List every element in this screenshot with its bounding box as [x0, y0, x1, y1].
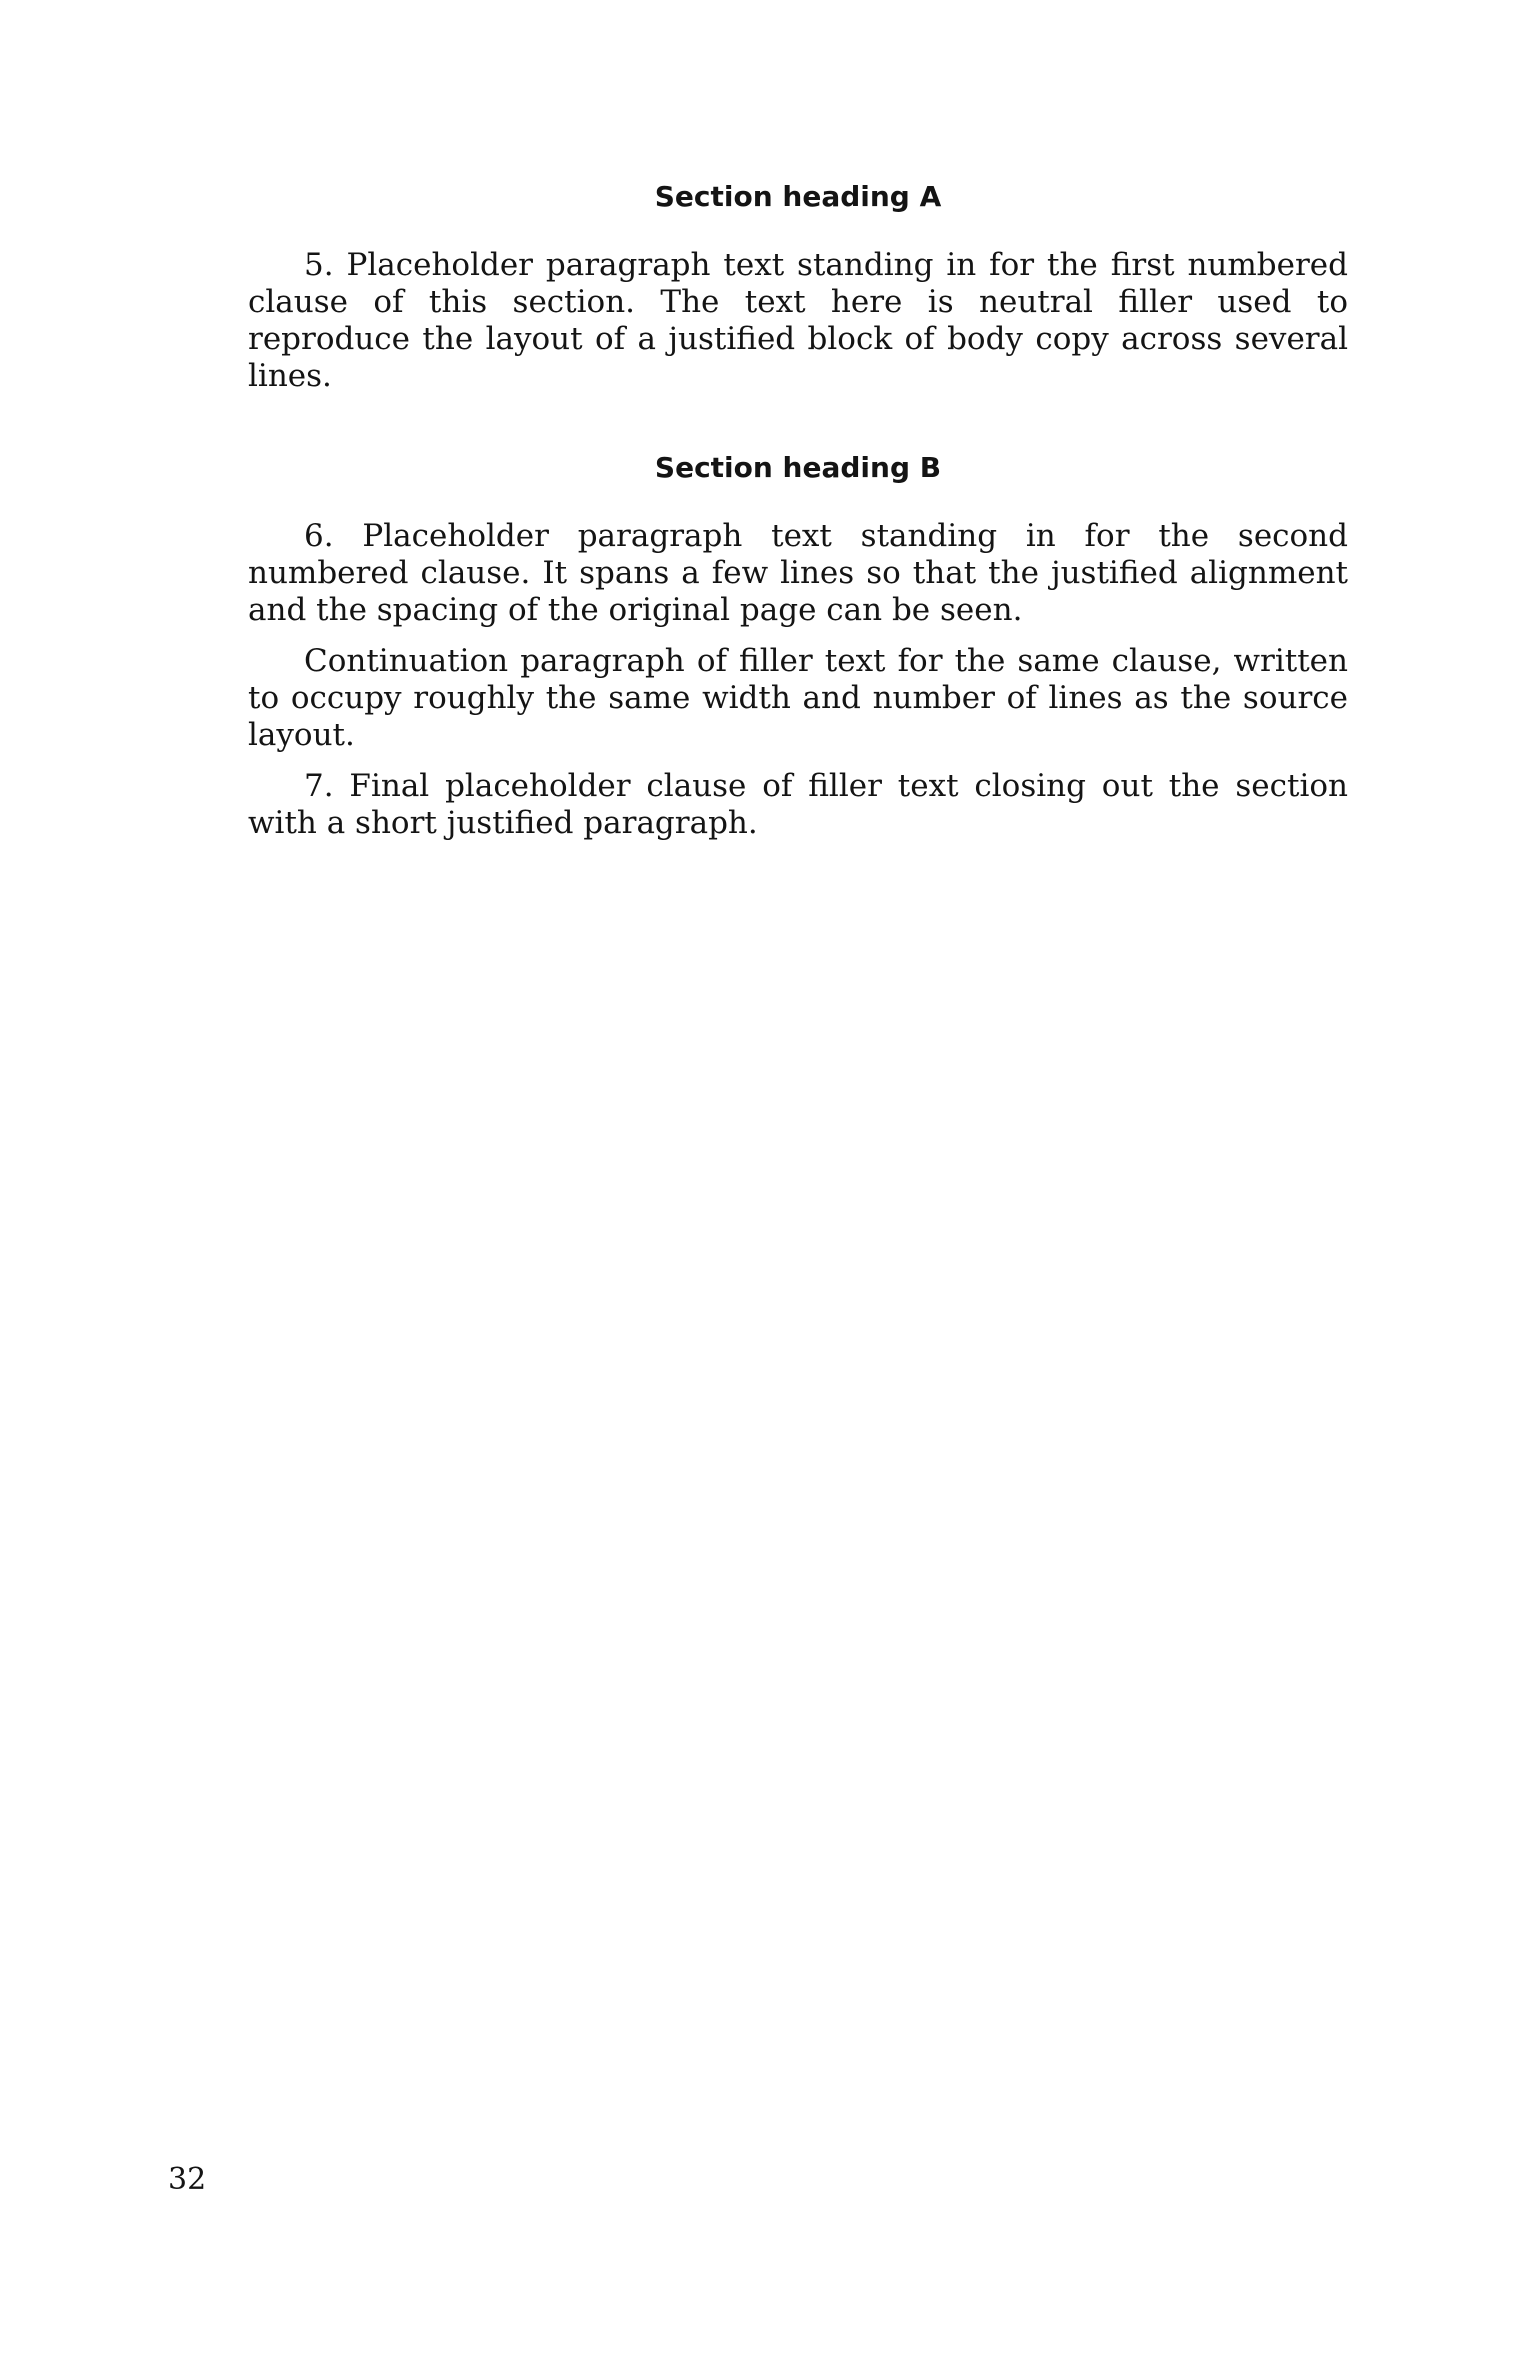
paragraph-5: 5. Placeholder paragraph text standing in for the first numbered clause of this section. The text here is neutral filler used to reproduce the layout of a justified block of body copy across several lines.: [248, 247, 1348, 394]
paragraph-6-continuation: Continuation paragraph of filler text for the same clause, written to occupy roughly the same width and number of lines as the source layout.: [248, 643, 1348, 753]
paragraph-7: 7. Final placeholder clause of filler text closing out the section with a short justified paragraph.: [248, 768, 1348, 841]
section-heading-b: Section heading B: [654, 451, 942, 484]
paragraph-6: 6. Placeholder paragraph text standing in for the second numbered clause. It spans a few lines so that the justified alignment and the spacing of the original page can be seen.: [248, 518, 1348, 628]
text-column: [248, 180, 1348, 856]
page-number: 32: [168, 2162, 207, 2197]
section-heading-a: Section heading A: [654, 180, 942, 213]
section-gap: [248, 409, 1348, 451]
